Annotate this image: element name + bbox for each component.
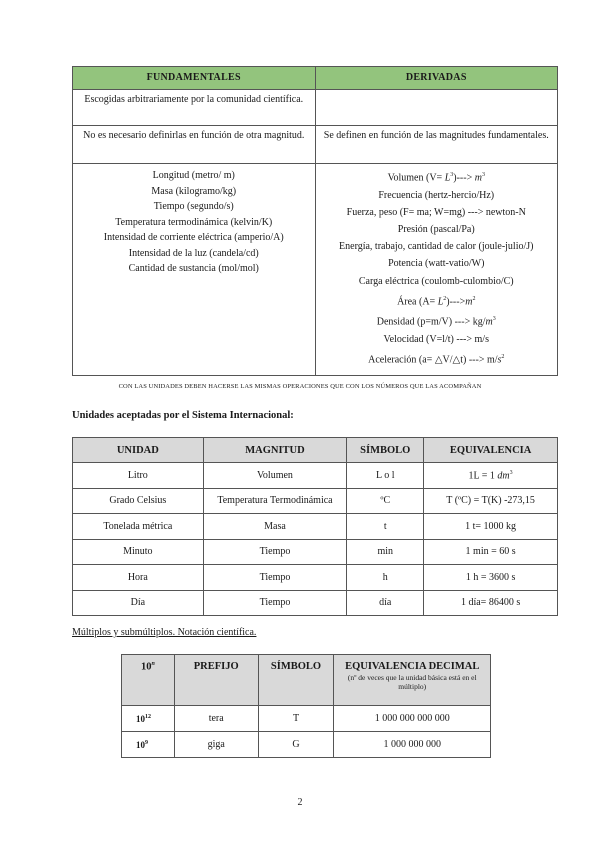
- unit-magnitude: Tiempo: [203, 565, 347, 591]
- prefix-name: giga: [174, 732, 258, 758]
- deriv-text: t) ---> m/: [460, 354, 498, 366]
- page-number: 2: [297, 797, 303, 808]
- unit-symbol: ºC: [347, 488, 424, 514]
- header-derivadas: DERIVADAS: [315, 67, 557, 90]
- prefix-symbol: T: [258, 706, 334, 732]
- header-equiv-subtitle: (nº de veces que la unidad básica está en el múltiplo): [347, 673, 477, 691]
- unit-equivalence: 1 t= 1000 kg: [424, 514, 558, 540]
- header-equivalencia-decimal: [334, 655, 491, 706]
- unit-symbol: día: [347, 590, 424, 616]
- magnitudes-row-list: [73, 164, 558, 376]
- multiples-heading: Múltiplos y submúltiplos. Notación científica.: [72, 627, 257, 638]
- delta-icon: △: [452, 354, 461, 366]
- prefix-power: [122, 706, 175, 732]
- fund-item: Longitud (metro/ m): [152, 170, 235, 181]
- deriv-item-carga: Carga eléctrica (coulomb-culombio/C): [358, 275, 514, 287]
- deriv-text: )--->: [453, 172, 475, 184]
- power-exponent: 12: [145, 713, 151, 720]
- deriv-definition-cell: [315, 90, 557, 126]
- fund-list-cell: [73, 164, 316, 376]
- deriv-item-volumen: [324, 168, 549, 186]
- unit-name: Hora: [73, 565, 204, 591]
- unit-magnitude: Volumen: [203, 463, 347, 489]
- fund-item: Intensidad de corriente eléctrica (amperio/A): [103, 232, 284, 243]
- table-row: [73, 590, 558, 616]
- unit-equivalence: T (ºC) = T(K) -273,15: [424, 488, 558, 514]
- deriv-exponent: 2: [472, 295, 476, 302]
- deriv-text: Volumen (V=: [387, 172, 445, 184]
- unit-symbol: min: [347, 539, 424, 565]
- unit-equivalence: [424, 463, 558, 489]
- deriv-text: s: [497, 354, 502, 366]
- power-base: 10: [136, 739, 145, 750]
- magnitudes-row-definition: [73, 90, 558, 126]
- delta-icon: △: [434, 354, 443, 366]
- deriv-text: m: [474, 172, 482, 184]
- header-unidad: UNIDAD: [73, 438, 204, 463]
- prefixes-table: [121, 654, 491, 758]
- unit-name: Día: [73, 590, 204, 616]
- table-row: [73, 488, 558, 514]
- prefix-name: tera: [174, 706, 258, 732]
- unit-magnitude: Tiempo: [203, 590, 347, 616]
- si-units-header-row: [73, 438, 558, 463]
- deriv-item-velocidad: Velocidad (V=l/t) ---> m/s: [383, 333, 489, 345]
- unit-name: Tonelada métrica: [73, 514, 204, 540]
- power-exponent: 9: [145, 739, 148, 746]
- equiv-text: dm: [497, 469, 510, 481]
- equiv-exponent: 3: [509, 469, 513, 476]
- equiv-text: 1L = 1: [468, 469, 498, 481]
- operations-note: CON LAS UNIDADES DEBEN HACERSE LAS MISMAS OPERACIONES QUE CON LOS NÚMEROS QUE LAS ACOMPAÑAN: [118, 383, 482, 390]
- power-base: 10: [136, 713, 145, 724]
- header-fundamentales: FUNDAMENTALES: [73, 67, 316, 90]
- fund-definition-cell: Escogidas arbitrariamente por la comunidad científica.: [73, 90, 316, 126]
- deriv-text: )--->: [446, 296, 466, 308]
- table-row: [73, 463, 558, 489]
- deriv-text: m: [485, 316, 493, 328]
- fund-item: Intensidad de la luz (candela/cd): [128, 247, 259, 259]
- table-row: [73, 565, 558, 591]
- unit-name: Grado Celsius: [73, 488, 204, 514]
- magnitudes-table: [72, 66, 558, 376]
- header-equiv-title: EQUIVALENCIA DECIMAL: [345, 661, 480, 672]
- deriv-text: L: [437, 296, 444, 308]
- deriv-dependence-cell: Se definen en función de las magnitudes fundamentales.: [315, 126, 557, 164]
- unit-symbol: t: [347, 514, 424, 540]
- header-simbolo: SÍMBOLO: [347, 438, 424, 463]
- prefix-symbol: G: [258, 732, 334, 758]
- table-row: [73, 539, 558, 565]
- units-heading: Unidades aceptadas por el Sistema Internacional:: [72, 410, 294, 421]
- deriv-item-area: [324, 292, 549, 310]
- deriv-item-potencia: Potencia (watt-vatio/W): [388, 258, 485, 270]
- power-base: 10: [141, 661, 152, 673]
- unit-magnitude: Masa: [203, 514, 347, 540]
- deriv-text: m: [465, 296, 473, 308]
- deriv-item-densidad: [324, 312, 549, 330]
- power-exponent: n: [151, 661, 155, 667]
- deriv-exponent: 3: [481, 172, 485, 178]
- deriv-text: Aceleración (a=: [368, 354, 435, 366]
- deriv-item-frecuencia: Frecuencia (hertz-hercio/Hz): [378, 189, 495, 201]
- deriv-item-presion: Presión (pascal/Pa): [397, 223, 475, 235]
- deriv-exponent: 2: [501, 354, 505, 361]
- deriv-text: V/: [442, 354, 453, 366]
- deriv-exponent: 3: [492, 316, 496, 323]
- deriv-item-energia: Energía, trabajo, cantidad de calor (joule-julio/J): [339, 241, 534, 253]
- deriv-item-aceleracion: [324, 350, 549, 368]
- header-equivalencia: EQUIVALENCIA: [424, 438, 558, 463]
- deriv-text: Densidad (p=m/V) ---> kg/: [376, 316, 486, 328]
- prefix-equivalence: 1 000 000 000 000: [334, 706, 491, 732]
- table-row: [73, 514, 558, 540]
- prefixes-header-row: [122, 655, 491, 706]
- deriv-text: L: [444, 172, 451, 184]
- unit-name: Minuto: [73, 539, 204, 565]
- fund-item: Tiempo (segundo/s): [153, 201, 234, 212]
- deriv-exponent: 3: [450, 172, 454, 178]
- fund-dependence-cell: No es necesario definirlas en función de otra magnitud.: [73, 126, 316, 164]
- unit-magnitude: Temperatura Termodinámica: [203, 488, 347, 514]
- prefix-equivalence: 1 000 000 000: [334, 732, 491, 758]
- unit-equivalence: 1 min = 60 s: [424, 539, 558, 565]
- fund-item: Temperatura termodinámica (kelvin/K): [115, 216, 273, 228]
- header-magnitud: MAGNITUD: [203, 438, 347, 463]
- deriv-exponent: 2: [443, 295, 447, 302]
- unit-symbol: h: [347, 565, 424, 591]
- si-units-table: [72, 437, 558, 616]
- deriv-text: Área (A=: [397, 296, 438, 308]
- unit-equivalence: 1 día= 86400 s: [424, 590, 558, 616]
- table-row: [122, 706, 491, 732]
- fund-item: Masa (kilogramo/kg): [151, 185, 237, 197]
- magnitudes-header-row: [73, 67, 558, 90]
- unit-magnitude: Tiempo: [203, 539, 347, 565]
- unit-symbol: L o l: [347, 463, 424, 489]
- fund-item: Cantidad de sustancia (mol/mol): [128, 263, 259, 274]
- table-row: [122, 732, 491, 758]
- magnitudes-row-dependence: [73, 126, 558, 164]
- header-power: [122, 655, 175, 706]
- unit-name: Litro: [73, 463, 204, 489]
- deriv-list-cell: [315, 164, 557, 376]
- deriv-item-fuerza: Fuerza, peso (F= ma; W=mg) ---> newton-N: [346, 206, 526, 218]
- prefix-power: [122, 732, 175, 758]
- header-simbolo: SÍMBOLO: [258, 655, 334, 706]
- header-prefijo: PREFIJO: [174, 655, 258, 706]
- unit-equivalence: 1 h = 3600 s: [424, 565, 558, 591]
